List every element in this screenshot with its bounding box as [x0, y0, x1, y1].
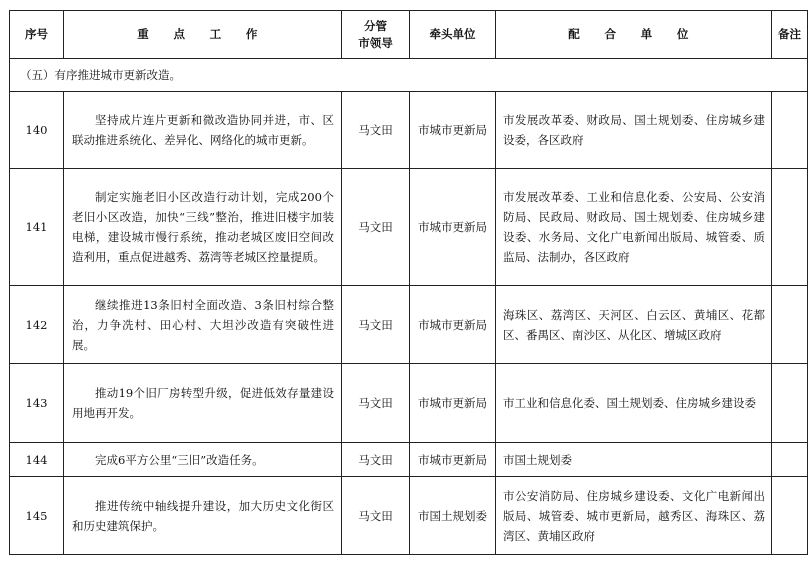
section-row — [10, 59, 808, 92]
row-coop — [496, 477, 772, 555]
row-note — [772, 364, 808, 443]
header-lead-unit: 牵头单位 — [410, 11, 496, 59]
section-label: （五） — [20, 68, 55, 82]
row-note — [772, 92, 808, 169]
row-task-text: 制定实施老旧小区改造行动计划，完成200个老旧小区改造，加快“三线”整治，推进旧楼宇加装电梯，建设城市慢行系统，推动老城区废旧空间改造利用，重点促进越秀、荔湾等老城区控量提质。 — [72, 190, 334, 264]
row-task-text: 推动19个旧厂房转型升级，促进低效存量建设用地再开发。 — [72, 386, 334, 420]
row-note — [772, 477, 808, 555]
header-task: 重 点 工 作 — [64, 11, 342, 59]
header-leader-line1: 分管 — [364, 18, 387, 33]
row-coop-text: 市发展改革委、工业和信息化委、公安局、公安消防局、民政局、财政局、国土规划委、住房城乡建设委、水务局、文化广电新闻出版局、城管委、质监局、法制办，各区政府 — [503, 190, 765, 264]
row-coop-text: 市国土规划委 — [503, 452, 572, 467]
row-task-text: 继续推进13条旧村全面改造、3条旧村综合整治，力争冼村、田心村、大坦沙改造有突破性进展。 — [72, 297, 334, 352]
row-leader: 马文田 — [342, 286, 410, 364]
section-title: 有序推进城市更新改造。 — [54, 68, 181, 82]
row-no: 140 — [10, 92, 64, 169]
row-no: 143 — [10, 364, 64, 443]
header-row — [10, 11, 808, 59]
header-note: 备注 — [772, 11, 808, 59]
table-row — [10, 443, 808, 477]
table-row — [10, 92, 808, 169]
row-task — [64, 286, 342, 364]
row-lead-unit: 市城市更新局 — [410, 286, 496, 364]
table-row — [10, 364, 808, 443]
row-task-text: 完成6平方公里“三旧”改造任务。 — [95, 452, 264, 467]
header-leader — [342, 11, 410, 59]
row-coop-text: 市公安消防局、住房城乡建设委、文化广电新闻出版局、城管委、城市更新局，越秀区、海珠区、荔湾区、黄埔区政府 — [503, 488, 765, 543]
row-leader: 马文田 — [342, 169, 410, 286]
section-cell — [10, 59, 808, 92]
row-task — [64, 443, 342, 477]
row-leader: 马文田 — [342, 364, 410, 443]
row-lead-unit: 市城市更新局 — [410, 364, 496, 443]
row-note — [772, 169, 808, 286]
row-leader: 马文田 — [342, 443, 410, 477]
row-task — [64, 169, 342, 286]
row-no: 141 — [10, 169, 64, 286]
row-leader: 马文田 — [342, 477, 410, 555]
row-lead-unit: 市城市更新局 — [410, 92, 496, 169]
header-coop-unit: 配 合 单 位 — [496, 11, 772, 59]
row-coop-text: 海珠区、荔湾区、天河区、白云区、黄埔区、花都区、番禺区、南沙区、从化区、增城区政府 — [503, 307, 765, 342]
row-coop-text: 市工业和信息化委、国土规划委、住房城乡建设委 — [503, 396, 756, 410]
row-no: 145 — [10, 477, 64, 555]
row-leader: 马文田 — [342, 92, 410, 169]
table-row — [10, 169, 808, 286]
row-coop-text: 市发展改革委、财政局、国土规划委、住房城乡建设委，各区政府 — [503, 113, 765, 147]
row-note — [772, 443, 808, 477]
row-coop — [496, 169, 772, 286]
work-plan-table — [9, 10, 808, 555]
row-no: 144 — [10, 443, 64, 477]
row-task-text: 推进传统中轴线提升建设，加大历史文化街区和历史建筑保护。 — [72, 498, 334, 533]
row-task-text: 坚持成片连片更新和微改造协同并进，市、区联动推进系统化、差异化、网络化的城市更新。 — [72, 113, 334, 147]
header-no: 序号 — [10, 11, 64, 59]
row-task — [64, 92, 342, 169]
row-task — [64, 364, 342, 443]
row-coop — [496, 92, 772, 169]
row-note — [772, 286, 808, 364]
table-row — [10, 286, 808, 364]
row-coop — [496, 443, 772, 477]
row-lead-unit: 市国土规划委 — [410, 477, 496, 555]
row-coop — [496, 364, 772, 443]
row-lead-unit: 市城市更新局 — [410, 443, 496, 477]
header-leader-line2: 市领导 — [358, 35, 393, 50]
row-no: 142 — [10, 286, 64, 364]
row-task — [64, 477, 342, 555]
row-coop — [496, 286, 772, 364]
table-row — [10, 477, 808, 555]
row-lead-unit: 市城市更新局 — [410, 169, 496, 286]
